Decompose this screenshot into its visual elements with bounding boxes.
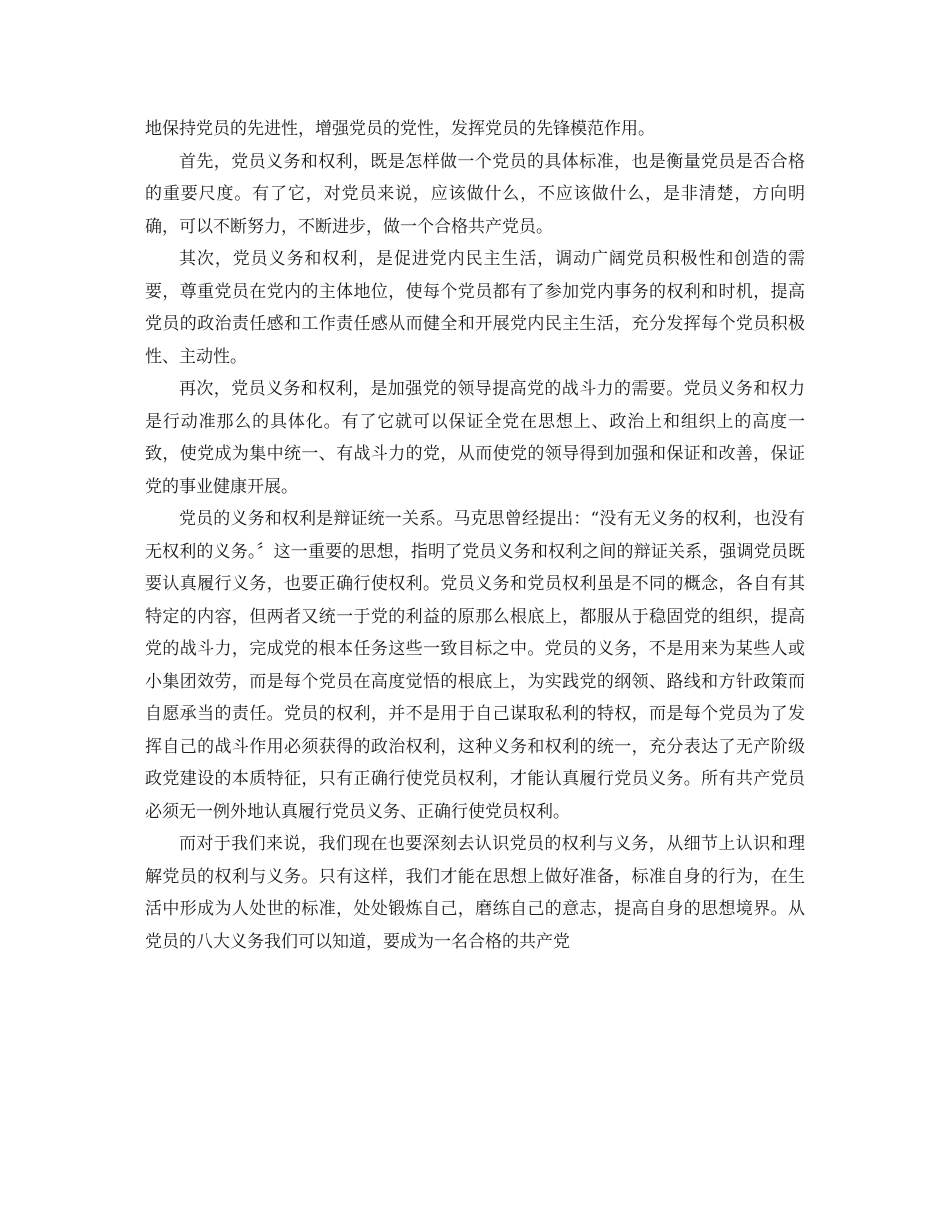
paragraph-second-point: 其次，党员义务和权利，是促进党内民主生活，调动广阔党员积极性和创造的需要，尊重党员在党内的主体地位，使每个党员都有了参加党内事务的权利和时机，提高党员的政治责任感和工作责任感从而健全和开展党内民主生活，充分发挥每个党员积极性、主动性。 [145,249,805,367]
paragraph-dialectic-relation: 党员的义务和权利是辩证统一关系。马克思曾经提出：“没有无义务的权利，也没有无权利的义务。〞这一重要的思想，指明了党员义务和权利之间的辩证关系，强调党员既要认真履行义务，也要正确行使权利。党员义务和党员权利虽是不同的概念，各自有其特定的内容，但两者又统一于党的利益的原那么根底上，都服从于稳固党的组织，提高党的战斗力，完成党的根本任务这些一致目标之中。党员的义务，不是用来为某些人或小集团效劳，而是每个党员在高度觉悟的根底上，为实践党的纲领、路线和方针政策而自愿承当的责任。党员的权利，并不是用于自己谋取私利的特权，而是每个党员为了发挥自己的战斗作用必须获得的政治权利，这种义务和权利的统一，充分表达了无产阶级政党建设的本质特征，只有正确行使党员权利，才能认真履行党员义务。所有共产党员必须无一例外地认真履行党员义务、正确行使党员权利。 [145,509,805,822]
paragraph-continuation: 地保持党员的先进性，增强党员的党性，发挥党员的先锋模范作用。 [145,119,655,139]
document-body [145,113,805,958]
paragraph-third-point: 再次，党员义务和权利，是加强党的领导提高党的战斗力的需要。党员义务和权力是行动准那么的具体化。有了它就可以保证全党在思想上、政治上和组织上的高度一致，使党成为集中统一、有战斗力的党，从而使党的领导得到加强和保证和改善，保证党的事业健康开展。 [145,379,805,497]
paragraph-first-point: 首先，党员义务和权利，既是怎样做一个党员的具体标准，也是衡量党员是否合格的重要尺度。有了它，对党员来说，应该做什么，不应该做什么，是非清楚，方向明确，可以不断努力，不断进步，做一个合格共产党员。 [145,151,805,237]
paragraph-our-understanding: 而对于我们来说，我们现在也要深刻去认识党员的权利与义务，从细节上认识和理解党员的权利与义务。只有这样，我们才能在思想上做好准备，标准自身的行为，在生活中形成为人处世的标准，处处锻炼自己，磨练自己的意志，提高自身的思想境界。从党员的八大义务我们可以知道，要成为一名合格的共产党 [145,834,805,952]
